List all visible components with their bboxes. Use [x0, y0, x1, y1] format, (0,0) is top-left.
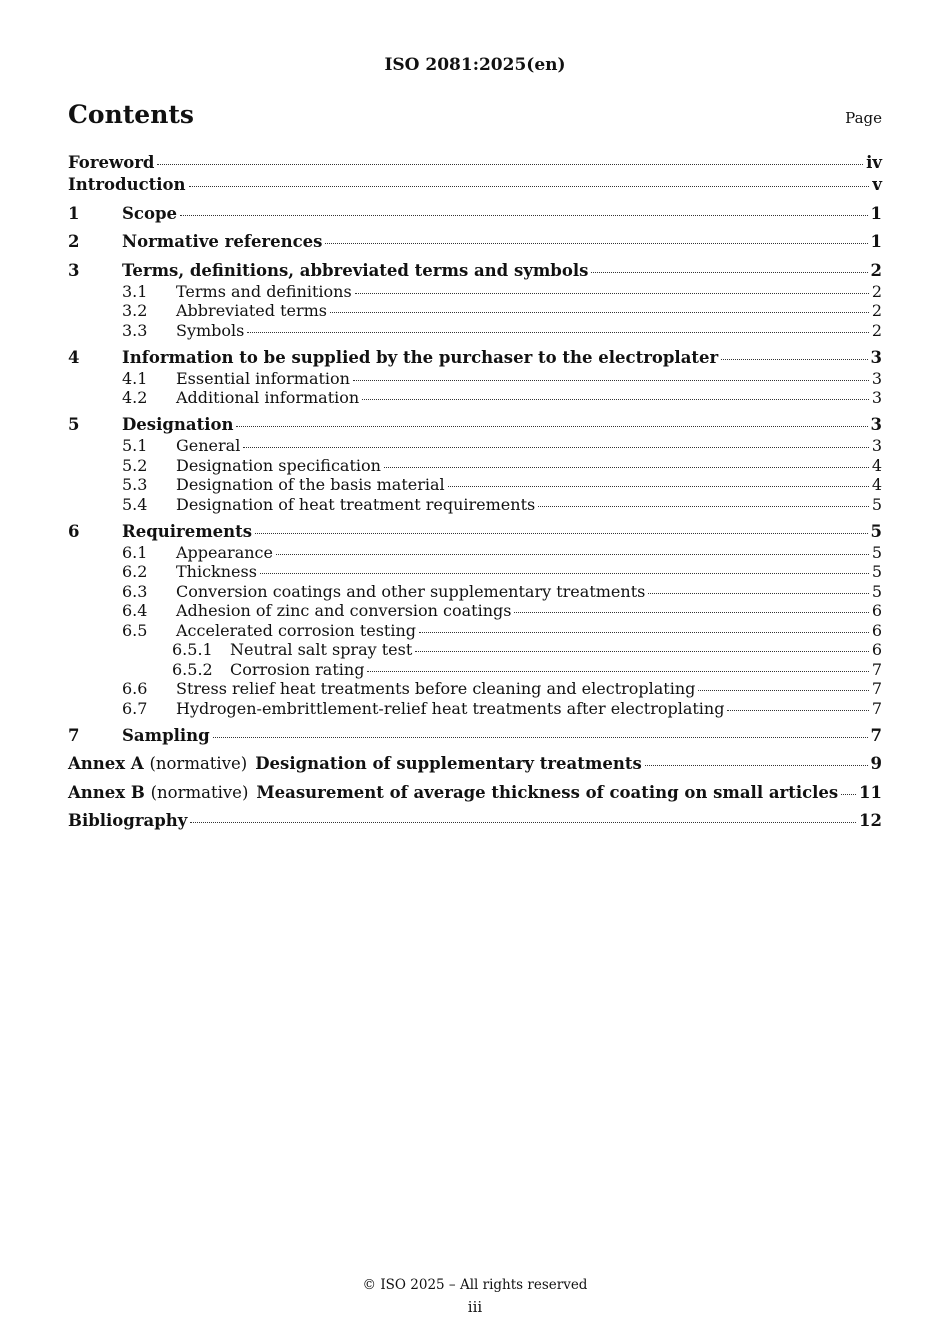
- toc-entry-number: 6.5: [122, 620, 148, 640]
- toc-entry-page: 5: [871, 542, 882, 562]
- dot-leader: [260, 572, 869, 574]
- toc-entry-title: Normative references: [122, 232, 323, 251]
- toc-entry-title: Symbols: [176, 320, 245, 340]
- toc-entry-title: Designation specification: [176, 455, 381, 475]
- toc-entry[interactable]: [68, 369, 882, 389]
- dot-leader: [247, 331, 868, 333]
- toc-entry-number: 4.1: [122, 368, 148, 388]
- toc-entry-title: Stress relief heat treatments before cleaning and electroplating: [176, 679, 696, 698]
- dot-leader: [419, 631, 869, 633]
- toc-entry-title: Scope: [122, 203, 178, 223]
- toc-entry-page: 3: [871, 436, 882, 455]
- copyright-notice: © ISO 2025 – All rights reserved: [362, 1277, 588, 1293]
- dot-leader: [698, 689, 868, 691]
- toc-entry[interactable]: [68, 414, 882, 436]
- dot-leader: [180, 214, 868, 216]
- dot-leader: [591, 271, 867, 273]
- toc-entry-page: 3: [870, 415, 882, 434]
- toc-entry[interactable]: [68, 301, 882, 321]
- toc-entry-number: 5: [68, 415, 80, 434]
- toc-entry-number: 7: [68, 725, 80, 745]
- dot-leader: [276, 553, 869, 555]
- toc-entry-page: 7: [871, 659, 882, 679]
- toc-entry[interactable]: [68, 601, 882, 621]
- toc-entry[interactable]: [68, 725, 882, 747]
- toc-entry-title: Terms, definitions, abbreviated terms and symbols: [122, 260, 589, 280]
- toc-entry-title: Hydrogen-embrittlement-relief heat treatments after electroplating: [176, 698, 725, 718]
- toc-entry-page: 7: [871, 698, 882, 718]
- toc-entry-title: Accelerated corrosion testing: [176, 620, 417, 640]
- toc-entry-number: 5.3: [122, 475, 148, 494]
- toc-entry[interactable]: [68, 582, 882, 602]
- toc-entry-title: Designation of the basis material: [176, 475, 445, 494]
- toc-entry-number: 5.4: [122, 494, 148, 514]
- toc-entry-title: Additional information: [176, 388, 360, 407]
- toc-entry-number: 3.3: [122, 320, 148, 340]
- toc-entry[interactable]: [68, 174, 882, 196]
- toc-entry-page: 1: [870, 203, 882, 223]
- toc-entry-number: 6.6: [122, 679, 148, 698]
- page-number: iii: [467, 1298, 483, 1316]
- toc-entry-page: 4: [871, 455, 882, 475]
- dot-leader: [355, 292, 869, 294]
- toc-entry-page: 11: [859, 782, 882, 802]
- toc-entry-page: 7: [870, 725, 882, 745]
- toc-entry[interactable]: [68, 640, 882, 660]
- toc-entry-title: Requirements: [122, 521, 253, 541]
- toc-entry-number: 6.4: [122, 601, 148, 620]
- toc-entry-number: 3.1: [122, 281, 148, 301]
- toc-entry[interactable]: [68, 260, 882, 282]
- dot-leader: [721, 358, 867, 360]
- toc-entry-title: Conversion coatings and other supplementary treatments: [176, 581, 646, 601]
- dot-leader: [325, 242, 867, 244]
- toc-entry-title: Designation: [122, 415, 234, 434]
- toc-entry-title: Introduction: [68, 175, 186, 194]
- toc-entry-number: 6: [68, 521, 80, 541]
- toc-entry[interactable]: [68, 152, 882, 174]
- document-id: ISO 2081:2025(en): [384, 55, 566, 75]
- toc-entry-number: 4.2: [122, 388, 148, 407]
- annex-label: Annex B: [68, 782, 145, 802]
- annex-kind: (normative): [150, 782, 249, 802]
- page-title: Contents: [68, 100, 195, 129]
- toc-entry[interactable]: [68, 810, 882, 832]
- dot-leader: [190, 821, 856, 823]
- toc-entry-page: 9: [870, 754, 882, 773]
- dot-leader: [362, 398, 869, 400]
- toc-entry-number: 6.2: [122, 562, 148, 581]
- toc-entry-page: 2: [870, 260, 882, 280]
- toc-entry-title: Bibliography: [68, 811, 188, 830]
- toc-entry[interactable]: [68, 699, 882, 719]
- toc-entry[interactable]: [68, 456, 882, 476]
- toc-entry-title: Information to be supplied by the purchaser to the electroplater: [122, 347, 719, 367]
- toc-entry[interactable]: [68, 660, 882, 680]
- toc-entry-page: 3: [870, 347, 882, 367]
- toc-entry-number: 6.3: [122, 581, 148, 601]
- toc-entry-title: Sampling: [122, 725, 210, 745]
- dot-leader: [213, 736, 868, 738]
- toc-entry[interactable]: [68, 562, 882, 582]
- page-column-label: Page: [845, 109, 882, 127]
- dot-leader: [236, 425, 867, 427]
- dot-leader: [255, 532, 867, 534]
- toc-entry-page: 4: [871, 475, 882, 494]
- toc-entry-page: 3: [871, 388, 882, 407]
- toc-entry[interactable]: [68, 543, 882, 563]
- toc-entry-page: 12: [859, 811, 882, 830]
- toc-entry-page: iv: [866, 153, 882, 172]
- toc-entry-title: Corrosion rating: [230, 659, 365, 679]
- toc-entry-number: 6.1: [122, 542, 148, 562]
- dot-leader: [645, 764, 868, 766]
- toc-entry-page: 5: [871, 581, 882, 601]
- dot-leader: [648, 592, 868, 594]
- toc-entry-page: 2: [871, 281, 882, 301]
- dot-leader: [189, 185, 870, 187]
- toc-entry[interactable]: [68, 621, 882, 641]
- toc-entry-title: [68, 753, 642, 775]
- toc-entry-number: 3: [68, 260, 80, 280]
- toc-entry-title: [68, 782, 838, 804]
- toc-entry-title: Foreword: [68, 153, 155, 172]
- toc-entry[interactable]: [68, 436, 882, 456]
- toc-entry[interactable]: [68, 495, 882, 515]
- toc-entry-number: 1: [68, 203, 80, 223]
- toc-entry[interactable]: [68, 282, 882, 302]
- dot-leader: [384, 466, 869, 468]
- toc-entry-title: General: [176, 436, 241, 455]
- dot-leader: [243, 446, 868, 448]
- dot-leader: [538, 505, 869, 507]
- toc-entry-page: 2: [871, 320, 882, 340]
- toc-entry[interactable]: [68, 203, 882, 225]
- toc-entry[interactable]: [68, 521, 882, 543]
- toc-entry-number: 3.2: [122, 301, 148, 320]
- toc-entry-page: 6: [871, 601, 882, 620]
- toc-entry[interactable]: [68, 347, 882, 369]
- dot-leader: [448, 485, 869, 487]
- toc-entry[interactable]: [68, 679, 882, 699]
- toc-entry-title: Adhesion of zinc and conversion coatings: [176, 601, 512, 620]
- toc-entry-page: 7: [871, 679, 882, 698]
- dot-leader: [514, 611, 868, 613]
- toc-entry-page: 6: [871, 620, 882, 640]
- toc-entry[interactable]: [68, 782, 882, 804]
- dot-leader: [353, 379, 869, 381]
- toc-entry[interactable]: [68, 321, 882, 341]
- dot-leader: [841, 793, 856, 795]
- toc-entry-title: Terms and definitions: [176, 281, 352, 301]
- toc-entry[interactable]: [68, 231, 882, 253]
- toc-entry-page: 1: [870, 232, 882, 251]
- toc-entry-page: 3: [871, 368, 882, 388]
- annex-label: Annex A: [68, 754, 144, 773]
- toc-entry-title: Thickness: [176, 562, 257, 581]
- toc-entry-number: 4: [68, 347, 80, 367]
- toc-entry-title: Essential information: [176, 368, 350, 388]
- toc-entry-number: 2: [68, 232, 80, 251]
- toc-entry-number: 5.1: [122, 436, 148, 455]
- dot-leader: [157, 163, 863, 165]
- dot-leader: [330, 311, 869, 313]
- toc-entry-page: 6: [871, 640, 882, 659]
- toc-entry-page: 5: [870, 521, 882, 541]
- toc-entry[interactable]: [68, 753, 882, 775]
- toc-entry-page: 5: [871, 562, 882, 581]
- annex-title: Designation of supplementary treatments: [255, 754, 642, 773]
- toc-entry-number: 6.5.1: [172, 640, 213, 659]
- annex-title: Measurement of average thickness of coating on small articles: [256, 782, 839, 802]
- toc-entry-number: 6.7: [122, 698, 148, 718]
- toc-entry-page: v: [872, 175, 882, 194]
- toc-entry-number: 5.2: [122, 455, 148, 475]
- toc-entry-page: 5: [871, 494, 882, 514]
- toc-entry[interactable]: [68, 475, 882, 495]
- toc-entry[interactable]: [68, 388, 882, 408]
- toc-entry-title: Designation of heat treatment requirements: [176, 494, 536, 514]
- toc-entry-number: 6.5.2: [172, 659, 213, 679]
- dot-leader: [415, 650, 869, 652]
- toc-entry-title: Appearance: [176, 542, 273, 562]
- toc-entry-page: 2: [871, 301, 882, 320]
- dot-leader: [727, 709, 868, 711]
- annex-kind: (normative): [149, 754, 248, 773]
- table-of-contents: [68, 152, 882, 832]
- toc-entry-title: Abbreviated terms: [176, 301, 328, 320]
- toc-entry-title: Neutral salt spray test: [230, 640, 413, 659]
- dot-leader: [367, 670, 868, 672]
